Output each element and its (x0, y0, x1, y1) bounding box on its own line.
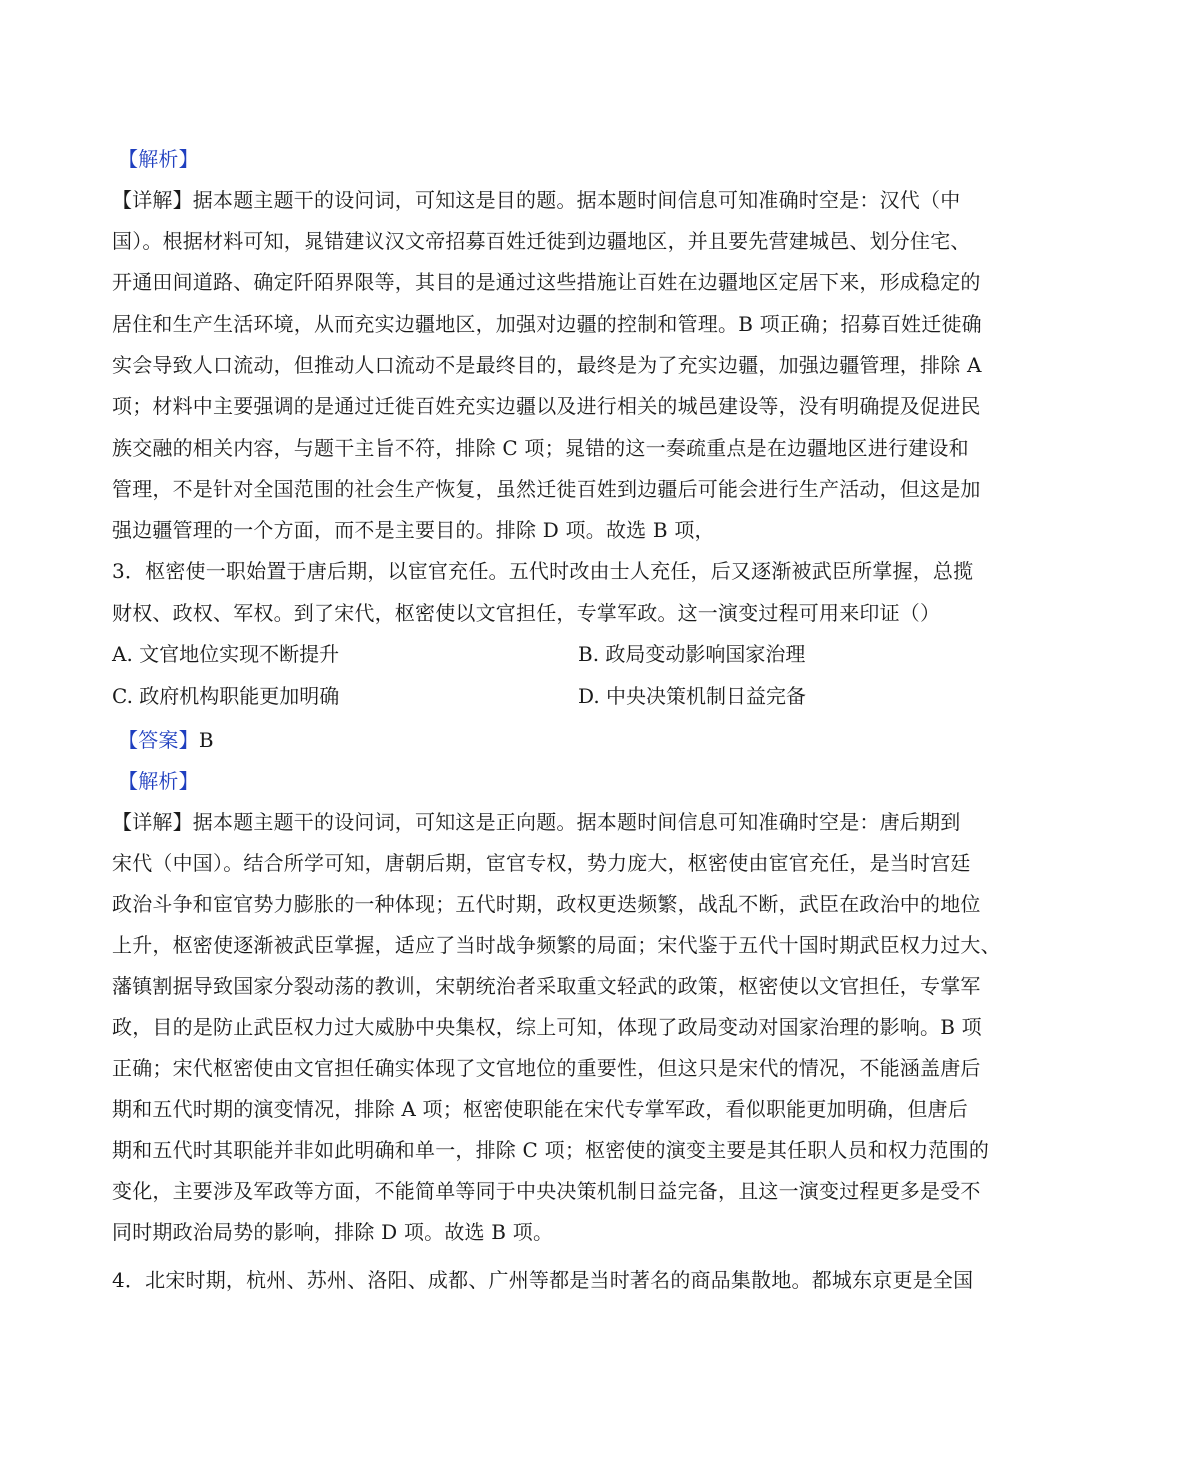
detail-line: 【详解】据本题主题干的设问词，可知这是目的题。据本题时间信息可知准确时空是：汉代（中 (112, 188, 961, 212)
detail-line: 族交融的相关内容，与题干主旨不符，排除 C 项；晁错的这一奏疏重点是在边疆地区进行建设和 (112, 436, 969, 460)
detail-line: 政治斗争和宦官势力膨胀的一种体现；五代时期，政权更迭频繁，战乱不断，武臣在政治中的地位 (112, 892, 981, 916)
analysis-heading: 【解析】 (118, 769, 199, 793)
detail-line: 上升，枢密使逐渐被武臣掌握，适应了当时战争频繁的局面；宋代鉴于五代十国时期武臣权力过大、 (112, 933, 1001, 957)
question-4-stem-line: 4．北宋时期，杭州、苏州、洛阳、成都、广州等都是当时著名的商品集散地。都城东京更是全国 (112, 1268, 974, 1292)
detail-line: 期和五代时其职能并非如此明确和单一，排除 C 项；枢密使的演变主要是其任职人员和权力范围的 (112, 1138, 990, 1162)
question-3-stem-line: 3．枢密使一职始置于唐后期，以宦官充任。五代时改由士人充任，后又逐渐被武臣所掌握，总揽 (112, 559, 974, 583)
detail-line: 项；材料中主要强调的是通过迁徙百姓充实边疆以及进行相关的城邑建设等，没有明确提及促进民 (112, 394, 981, 418)
option-b: B. 政局变动影响国家治理 (578, 642, 806, 666)
detail-line: 实会导致人口流动，但推动人口流动不是最终目的，最终是为了充实边疆，加强边疆管理，排除 A (112, 353, 982, 377)
detail-line: 正确；宋代枢密使由文官担任确实体现了文官地位的重要性，但这只是宋代的情况，不能涵盖唐后 (112, 1056, 981, 1080)
analysis-heading: 【解析】 (118, 147, 199, 171)
detail-line: 变化，主要涉及军政等方面，不能简单等同于中央决策机制日益完备，且这一演变过程更多是受不 (112, 1179, 981, 1203)
option-c: C. 政府机构职能更加明确 (112, 684, 340, 708)
detail-line: 同时期政治局势的影响，排除 D 项。故选 B 项。 (112, 1220, 554, 1244)
detail-line: 宋代（中国）。结合所学可知，唐朝后期，宦官专权，势力庞大，枢密使由宦官充任，是当时宫廷 (112, 851, 971, 875)
detail-line: 管理，不是针对全国范围的社会生产恢复，虽然迁徙百姓到边疆后可能会进行生产活动，但这是加 (112, 477, 981, 501)
detail-line: 居住和生产生活环境，从而充实边疆地区，加强对边疆的控制和管理。B 项正确；招募百姓迁徙确 (112, 312, 982, 336)
answer-value: B (198, 728, 214, 752)
question-3-stem-line: 财权、政权、军权。到了宋代，枢密使以文官担任，专掌军政。这一演变过程可用来印证（） (112, 601, 941, 625)
option-a: A. 文官地位实现不断提升 (112, 642, 340, 666)
detail-line: 藩镇割据导致国家分裂动荡的教训，宋朝统治者采取重文轻武的政策，枢密使以文官担任，专掌军 (112, 974, 981, 998)
detail-line: 期和五代时期的演变情况，排除 A 项；枢密使职能在宋代专掌军政，看似职能更加明确，但唐后 (112, 1097, 968, 1121)
detail-line: 开通田间道路、确定阡陌界限等，其目的是通过这些措施让百姓在边疆地区定居下来，形成稳定的 (112, 270, 981, 294)
detail-line: 国）。根据材料可知，晁错建议汉文帝招募百姓迁徙到边疆地区，并且要先营建城邑、划分住宅、 (112, 229, 971, 253)
answer-line (118, 726, 214, 754)
detail-line: 【详解】据本题主题干的设问词，可知这是正向题。据本题时间信息可知准确时空是：唐后期到 (112, 810, 961, 834)
answer-label: 【答案】 (118, 728, 199, 752)
detail-line: 强边疆管理的一个方面，而不是主要目的。排除 D 项。故选 B 项， (112, 518, 715, 542)
detail-line: 政，目的是防止武臣权力过大威胁中央集权，综上可知，体现了政局变动对国家治理的影响。B 项 (112, 1015, 982, 1039)
option-d: D. 中央决策机制日益完备 (578, 684, 807, 708)
